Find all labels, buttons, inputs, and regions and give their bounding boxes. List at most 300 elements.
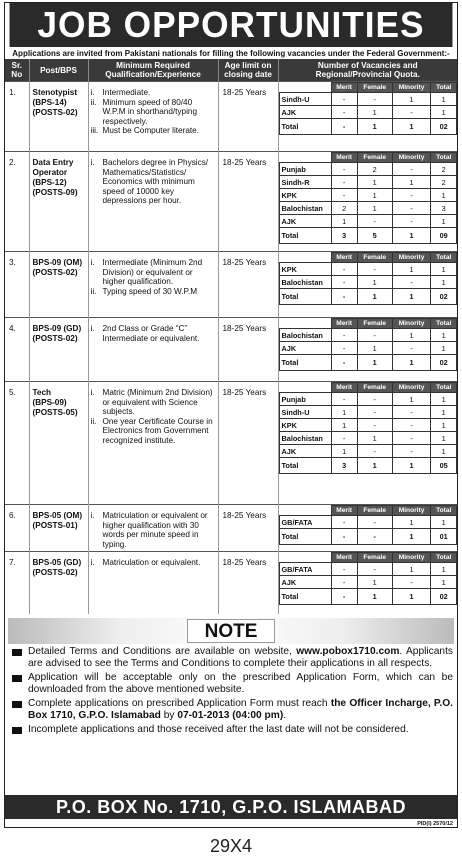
jobs-table: [5, 59, 457, 614]
vacancy-header-total: Total: [431, 506, 457, 516]
jobs-header-row: [5, 59, 457, 82]
job-post: [29, 552, 88, 614]
notes-list: [5, 646, 457, 736]
vacancy-row: [279, 276, 457, 289]
note-text: Application will be acceptable only on the prescribed Application Form, which can be downloaded from the above mentioned website.: [28, 671, 453, 695]
post-line: (POSTS-01): [32, 521, 78, 530]
post-line: BPS-09 (GD): [32, 324, 82, 333]
vacancy-header-blank: [279, 83, 331, 93]
vacancy-total-cell: 1: [431, 432, 457, 445]
vacancy-region: GB/FATA: [279, 516, 331, 529]
note-text: Detailed Terms and Conditions are available on website, www.pobox1710.com. Applicants are advised to see the Terms and Conditions to complete their applications in all respects.: [28, 645, 454, 669]
qualification-text: Typing speed of 30 W.P.M: [102, 286, 198, 296]
vacancy-region: Sindh-U: [279, 406, 331, 419]
vacancy-region: Total: [279, 458, 331, 474]
vacancy-total-cell: 1: [431, 419, 457, 432]
job-vacancies: [278, 82, 457, 152]
website-link[interactable]: www.pobox1710.com: [296, 645, 400, 657]
vacancy-female-cell: 1: [357, 276, 392, 289]
deadline-date: 07-01-2013 (04:00 pm): [177, 709, 284, 721]
vacancy-region: Total: [279, 589, 331, 605]
vacancy-header-blank: [279, 253, 331, 263]
vacancy-total-cell: 1: [431, 406, 457, 419]
vacancy-row: [279, 176, 457, 189]
vacancy-total-cell: 02: [431, 289, 457, 305]
header-vacancies: Number of Vacancies and Regional/Provincial Quota.: [278, 59, 457, 82]
vacancy-female-cell: -: [357, 93, 392, 106]
vacancy-header-female: Female: [357, 153, 392, 163]
job-post: [29, 382, 88, 505]
header-qualification: Minimum Required Qualification/Experience: [88, 59, 218, 82]
post-line: Data Entry: [32, 158, 74, 167]
vacancy-female-cell: 1: [357, 106, 392, 119]
vacancy-merit-cell: -: [331, 329, 357, 342]
vacancy-minority-cell: -: [392, 276, 431, 289]
job-age-limit: 18-25 Years: [218, 505, 278, 552]
vacancy-female-cell: -: [357, 516, 392, 529]
vacancy-header-merit: Merit: [331, 253, 357, 263]
vacancy-region: Sindh-R: [279, 176, 331, 189]
vacancy-minority-cell: -: [392, 163, 431, 176]
qualification-number: ii.: [90, 97, 97, 107]
vacancy-row: [279, 393, 457, 406]
vacancy-header-female: Female: [357, 253, 392, 263]
vacancy-row: [279, 445, 457, 458]
vacancy-total-row: [279, 458, 457, 474]
square-bullet-icon: [12, 701, 22, 708]
qualification-item: [91, 287, 215, 297]
vacancy-header-total: Total: [431, 83, 457, 93]
vacancy-total-cell: 1: [431, 276, 457, 289]
qualification-item: [91, 558, 215, 568]
vacancy-merit-cell: -: [331, 119, 357, 135]
vacancy-header-merit: Merit: [331, 319, 357, 329]
vacancy-table: [279, 552, 458, 605]
vacancy-minority-cell: 1: [392, 176, 431, 189]
vacancy-merit-cell: -: [331, 576, 357, 589]
vacancy-female-cell: -: [357, 419, 392, 432]
vacancy-minority-cell: 1: [392, 263, 431, 276]
qualification-number: i.: [90, 324, 95, 333]
vacancy-merit-cell: -: [331, 176, 357, 189]
header-age-limit: Age limit on closing date: [218, 59, 278, 82]
vacancy-merit-cell: -: [331, 289, 357, 305]
vacancy-header-blank: [279, 553, 331, 563]
vacancy-female-cell: 1: [357, 576, 392, 589]
vacancy-minority-cell: 1: [392, 228, 431, 244]
job-sr-no: 4.: [5, 318, 29, 382]
qualification-number: ii.: [90, 286, 97, 296]
vacancy-header-minority: Minority: [392, 383, 431, 393]
vacancy-female-cell: -: [357, 329, 392, 342]
vacancy-merit-cell: 1: [331, 215, 357, 228]
job-qualification: [88, 382, 218, 505]
vacancy-minority-cell: -: [392, 406, 431, 419]
vacancy-total-row: [279, 289, 457, 305]
vacancy-header-blank: [279, 506, 331, 516]
vacancy-table: [279, 152, 458, 244]
vacancy-merit-cell: 2: [331, 202, 357, 215]
job-sr-no: 6.: [5, 505, 29, 552]
vacancy-female-cell: 1: [357, 189, 392, 202]
vacancy-header-merit: Merit: [331, 553, 357, 563]
qualification-item: [91, 98, 215, 127]
vacancy-region: Total: [279, 355, 331, 371]
vacancy-region: KPK: [279, 189, 331, 202]
vacancy-merit-cell: -: [331, 342, 357, 355]
vacancy-region: GB/FATA: [279, 563, 331, 576]
vacancy-merit-cell: -: [331, 93, 357, 106]
job-post: [29, 505, 88, 552]
vacancy-minority-cell: 1: [392, 355, 431, 371]
vacancy-region: Total: [279, 529, 331, 545]
qualification-text: Matric (Minimum 2nd Division) or equivalent with Science subjects.: [102, 388, 213, 417]
qualification-item: [91, 258, 215, 287]
vacancy-total-cell: 02: [431, 355, 457, 371]
vacancy-total-cell: 1: [431, 516, 457, 529]
vacancy-region: Balochistan: [279, 202, 331, 215]
vacancy-minority-cell: 1: [392, 589, 431, 605]
vacancy-total-cell: 1: [431, 189, 457, 202]
job-qualification: [88, 505, 218, 552]
jobs-body: [5, 82, 457, 614]
vacancy-header-blank: [279, 153, 331, 163]
vacancy-header-female: Female: [357, 83, 392, 93]
vacancy-region: Sindh-U: [279, 93, 331, 106]
note-item: [9, 724, 453, 736]
vacancy-row: [279, 576, 457, 589]
post-line: (BPS-14): [32, 98, 67, 107]
note-item: [9, 646, 453, 670]
qualification-text: Matriculation or equivalent or higher qualification with 30 words per minute speed in typing.: [102, 511, 208, 549]
vacancy-total-cell: 1: [431, 106, 457, 119]
ad-title: JOB OPPORTUNITIES: [10, 3, 453, 47]
vacancy-total-row: [279, 228, 457, 244]
vacancy-minority-cell: -: [392, 106, 431, 119]
post-line: (POSTS-02): [32, 268, 78, 277]
vacancy-region: Balochistan: [279, 329, 331, 342]
vacancy-row: [279, 563, 457, 576]
vacancy-header-female: Female: [357, 506, 392, 516]
vacancy-header-minority: Minority: [392, 153, 431, 163]
vacancy-row: [279, 93, 457, 106]
vacancy-region: KPK: [279, 263, 331, 276]
qualification-text: One year Certificate Course in Electronics from Government recognized institute.: [102, 416, 213, 445]
vacancy-header-total: Total: [431, 153, 457, 163]
vacancy-female-cell: 1: [357, 289, 392, 305]
qualification-item: [91, 158, 215, 206]
vacancy-female-cell: 1: [357, 119, 392, 135]
vacancy-region: Balochistan: [279, 432, 331, 445]
post-line: (BPS-09): [32, 398, 67, 407]
vacancy-region: KPK: [279, 419, 331, 432]
vacancy-merit-cell: -: [331, 393, 357, 406]
footer-address: P.O. BOX No. 1710, G.P.O. ISLAMABAD: [5, 795, 457, 819]
vacancy-female-cell: 1: [357, 458, 392, 474]
job-row: [5, 552, 457, 614]
qualification-item: [91, 88, 215, 98]
vacancy-table: [279, 82, 458, 135]
note-item: [9, 672, 453, 696]
job-sr-no: 5.: [5, 382, 29, 505]
intro-text: Applications are invited from Pakistani nationals for filling the following vacancies under the Federal Government:-: [12, 49, 450, 58]
vacancy-minority-cell: 1: [392, 329, 431, 342]
vacancy-row: [279, 342, 457, 355]
vacancy-female-cell: -: [357, 393, 392, 406]
pid-code: PID(I) 2570/12: [417, 821, 453, 827]
vacancy-header-merit: Merit: [331, 153, 357, 163]
vacancy-header-minority: Minority: [392, 253, 431, 263]
post-line: Stenotypist: [32, 88, 78, 97]
vacancy-merit-cell: -: [331, 529, 357, 545]
post-line: (POSTS-09): [32, 188, 78, 197]
qualification-item: [91, 417, 215, 446]
qualification-number: iii.: [90, 126, 99, 136]
vacancy-total-cell: 3: [431, 202, 457, 215]
job-post: [29, 82, 88, 152]
job-age-limit: 18-25 Years: [218, 318, 278, 382]
post-line: (POSTS-02): [32, 568, 78, 578]
post-line: Tech: [32, 388, 52, 397]
vacancy-merit-cell: -: [331, 563, 357, 576]
vacancy-total-cell: 05: [431, 458, 457, 474]
job-qualification: [88, 552, 218, 614]
vacancy-merit-cell: 3: [331, 458, 357, 474]
vacancy-minority-cell: -: [392, 576, 431, 589]
job-age-limit: 18-25 Years: [218, 252, 278, 318]
vacancy-merit-cell: 3: [331, 228, 357, 244]
vacancy-total-cell: 1: [431, 329, 457, 342]
job-qualification: [88, 82, 218, 152]
vacancy-female-cell: 5: [357, 228, 392, 244]
job-vacancies: [278, 552, 457, 614]
vacancy-minority-cell: 1: [392, 93, 431, 106]
job-row: [5, 505, 457, 552]
vacancy-total-cell: 02: [431, 119, 457, 135]
vacancy-minority-cell: -: [392, 432, 431, 445]
qualification-item: [91, 126, 215, 136]
vacancy-header-female: Female: [357, 383, 392, 393]
vacancy-region: AJK: [279, 106, 331, 119]
post-line: (POSTS-05): [32, 408, 78, 417]
job-age-limit: 18-25 Years: [218, 382, 278, 505]
job-age-limit: 18-25 Years: [218, 152, 278, 252]
vacancy-minority-cell: 1: [392, 529, 431, 545]
ad-size-label: 29X4: [209, 836, 253, 856]
qualification-text: Intermediate.: [102, 88, 151, 97]
job-sr-no: 2.: [5, 152, 29, 252]
vacancy-female-cell: -: [357, 406, 392, 419]
qualification-number: i.: [90, 258, 95, 267]
vacancy-total-cell: 1: [431, 393, 457, 406]
job-vacancies: [278, 318, 457, 382]
vacancy-row: [279, 329, 457, 342]
vacancy-merit-cell: -: [331, 589, 357, 605]
post-line: Operator: [32, 168, 68, 177]
qualification-number: i.: [90, 511, 95, 520]
job-vacancies: [278, 505, 457, 552]
vacancy-total-cell: 02: [431, 589, 457, 605]
post-line: BPS-05 (OM): [32, 511, 83, 520]
job-row: [5, 318, 457, 382]
vacancy-table: [279, 252, 458, 305]
job-row: [5, 152, 457, 252]
vacancy-total-cell: 1: [431, 563, 457, 576]
vacancy-minority-cell: -: [392, 419, 431, 432]
vacancy-minority-cell: 1: [392, 458, 431, 474]
vacancy-merit-cell: -: [331, 106, 357, 119]
vacancy-total-cell: 2: [431, 163, 457, 176]
job-vacancies: [278, 152, 457, 252]
qualification-item: [91, 511, 215, 549]
header-post-bps: Post/BPS: [29, 59, 88, 82]
vacancy-row: [279, 432, 457, 445]
qualification-item: [91, 388, 215, 417]
qualification-number: i.: [90, 558, 95, 568]
vacancy-row: [279, 419, 457, 432]
vacancy-merit-cell: -: [331, 432, 357, 445]
vacancy-total-row: [279, 355, 457, 371]
job-qualification: [88, 152, 218, 252]
job-post: [29, 152, 88, 252]
job-sr-no: 1.: [5, 82, 29, 152]
note-item: [9, 698, 453, 722]
vacancy-region: Punjab: [279, 163, 331, 176]
vacancy-merit-cell: -: [331, 189, 357, 202]
vacancy-minority-cell: -: [392, 445, 431, 458]
vacancy-region: Balochistan: [279, 276, 331, 289]
vacancy-minority-cell: 1: [392, 393, 431, 406]
vacancy-total-cell: 1: [431, 93, 457, 106]
vacancy-female-cell: -: [357, 215, 392, 228]
note-title: NOTE: [187, 619, 275, 643]
job-advertisement: [4, 2, 458, 828]
vacancy-row: [279, 516, 457, 529]
vacancy-region: Total: [279, 119, 331, 135]
vacancy-female-cell: 1: [357, 342, 392, 355]
qualification-number: i.: [90, 158, 95, 167]
vacancy-merit-cell: 1: [331, 445, 357, 458]
vacancy-region: Total: [279, 228, 331, 244]
vacancy-header-minority: Minority: [392, 319, 431, 329]
qualification-text: Minimum speed of 80/40 W.P.M in shorthand/typing respectively.: [102, 97, 198, 126]
job-row: [5, 82, 457, 152]
vacancy-female-cell: -: [357, 563, 392, 576]
vacancy-female-cell: 1: [357, 355, 392, 371]
note-text: Incomplete applications and those received after the last date will not be considered.: [28, 723, 409, 735]
vacancy-header-row: [279, 506, 457, 516]
vacancy-region: AJK: [279, 342, 331, 355]
vacancy-merit-cell: 1: [331, 419, 357, 432]
vacancy-total-cell: 2: [431, 176, 457, 189]
post-line: BPS-09 (OM): [32, 258, 83, 267]
post-line: (POSTS-02): [32, 334, 78, 343]
vacancy-header-row: [279, 83, 457, 93]
vacancy-minority-cell: -: [392, 202, 431, 215]
job-vacancies: [278, 252, 457, 318]
square-bullet-icon: [12, 727, 22, 734]
job-age-limit: 18-25 Years: [218, 552, 278, 614]
vacancy-header-minority: Minority: [392, 506, 431, 516]
vacancy-female-cell: 1: [357, 202, 392, 215]
vacancy-minority-cell: -: [392, 342, 431, 355]
vacancy-merit-cell: -: [331, 263, 357, 276]
vacancy-total-cell: 1: [431, 263, 457, 276]
vacancy-minority-cell: 1: [392, 516, 431, 529]
vacancy-total-cell: 1: [431, 576, 457, 589]
vacancy-header-minority: Minority: [392, 83, 431, 93]
vacancy-header-blank: [279, 319, 331, 329]
vacancy-region: Total: [279, 289, 331, 305]
vacancy-header-merit: Merit: [331, 83, 357, 93]
vacancy-merit-cell: -: [331, 276, 357, 289]
vacancy-header-total: Total: [431, 319, 457, 329]
qualification-text: Matriculation or equivalent.: [102, 558, 201, 568]
note-banner: [8, 618, 454, 644]
qualification-item: [91, 324, 215, 343]
vacancy-header-row: [279, 383, 457, 393]
job-vacancies: [278, 382, 457, 505]
job-age-limit: 18-25 Years: [218, 82, 278, 152]
vacancy-region: AJK: [279, 576, 331, 589]
vacancy-row: [279, 106, 457, 119]
vacancy-minority-cell: 1: [392, 289, 431, 305]
qualification-text: Intermediate (Minimum 2nd Division) or equivalent or higher qualification.: [102, 258, 203, 287]
qualification-text: 2nd Class or Grade “C” Intermediate or equivalent.: [102, 324, 200, 343]
vacancy-header-row: [279, 319, 457, 329]
vacancy-total-cell: 09: [431, 228, 457, 244]
vacancy-total-row: [279, 529, 457, 545]
vacancy-header-merit: Merit: [331, 383, 357, 393]
post-line: (BPS-12): [32, 178, 67, 187]
vacancy-merit-cell: -: [331, 355, 357, 371]
vacancy-header-total: Total: [431, 253, 457, 263]
vacancy-female-cell: -: [357, 445, 392, 458]
post-line: (POSTS-02): [32, 108, 78, 117]
vacancy-header-blank: [279, 383, 331, 393]
vacancy-region: Punjab: [279, 393, 331, 406]
vacancy-region: AJK: [279, 445, 331, 458]
vacancy-header-female: Female: [357, 553, 392, 563]
vacancy-table: [279, 505, 458, 545]
qualification-number: i.: [90, 388, 95, 397]
note-text: Complete applications on prescribed Application Form must reach the Officer Incharge, P.O. Box 1710, G.P.O. Islamabad by 07-01-2013 (04:00 pm).: [28, 697, 454, 721]
vacancy-merit-cell: -: [331, 516, 357, 529]
submission-address: the Officer Incharge, P.O. Box 1710, G.P.O. Islamabad: [28, 697, 454, 721]
vacancy-minority-cell: 1: [392, 119, 431, 135]
job-sr-no: 3.: [5, 252, 29, 318]
square-bullet-icon: [12, 675, 22, 682]
vacancy-female-cell: 1: [357, 432, 392, 445]
vacancy-total-row: [279, 589, 457, 605]
vacancy-minority-cell: 1: [392, 563, 431, 576]
vacancy-minority-cell: -: [392, 189, 431, 202]
vacancy-row: [279, 163, 457, 176]
vacancy-row: [279, 406, 457, 419]
vacancy-header-female: Female: [357, 319, 392, 329]
job-row: [5, 252, 457, 318]
vacancy-merit-cell: -: [331, 163, 357, 176]
vacancy-total-cell: 1: [431, 342, 457, 355]
vacancy-row: [279, 215, 457, 228]
vacancy-row: [279, 263, 457, 276]
vacancy-female-cell: -: [357, 529, 392, 545]
vacancy-region: AJK: [279, 215, 331, 228]
vacancy-female-cell: 1: [357, 589, 392, 605]
vacancy-header-row: [279, 553, 457, 563]
vacancy-total-cell: 1: [431, 215, 457, 228]
qualification-number: ii.: [90, 416, 97, 426]
